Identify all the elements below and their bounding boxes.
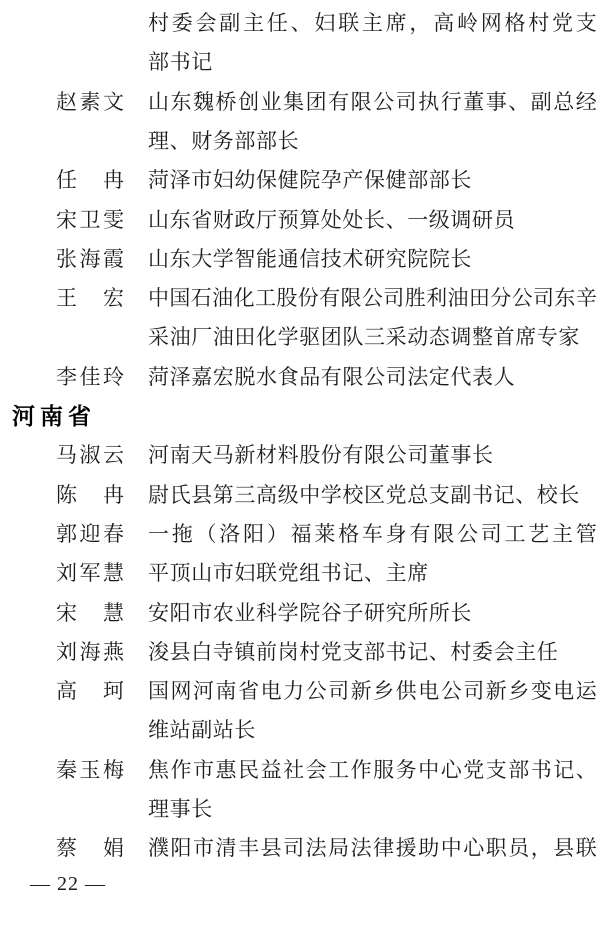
person-title-line: 中 国 石 油 化 工 股 份 有 限 公 司 胜 利 油 田 分 公 司 东 辛 xyxy=(148,286,597,311)
person-title-line: 濮 阳 市 清 丰 县 司 法 局 法 律 援 助 中 心 职 员 ， 县 联 xyxy=(148,836,597,861)
person-title-line: 山 东 魏 桥 创 业 集 团 有 限 公 司 执 行 董 事 、 副 总 经 xyxy=(148,89,597,114)
person-name: 刘 军 慧 xyxy=(56,561,124,586)
person-name: 任 冉 xyxy=(56,168,124,193)
person-title-line: 村 委 会 副 主 任 、 妇 联 主 席 ， 高 岭 网 格 村 党 支 xyxy=(148,11,597,35)
page-number: — 22 — xyxy=(30,873,106,895)
person-name: 刘 海 燕 xyxy=(56,639,124,664)
person-title-line: 山东大学智能通信技术研究院院长 xyxy=(148,246,472,271)
person-title-line: 河南天马新材料股份有限公司董事长 xyxy=(148,443,494,468)
person-title-line: 安阳市农业科学院谷子研究所所长 xyxy=(148,600,472,625)
province-heading: 河南省 xyxy=(12,403,96,429)
person-name: 宋 卫 雯 xyxy=(56,207,124,232)
person-name: 高 珂 xyxy=(56,679,124,704)
person-name: 陈 冉 xyxy=(56,482,124,507)
person-title-line: 山东省财政厅预算处处长、一级调研员 xyxy=(148,207,516,232)
person-title-line: 菏泽嘉宏脱水食品有限公司法定代表人 xyxy=(148,364,516,389)
person-name: 李 佳 玲 xyxy=(56,364,124,389)
person-title-line: 理、财务部部长 xyxy=(148,128,300,153)
person-name: 马 淑 云 xyxy=(56,443,124,468)
person-title-line: 理事长 xyxy=(148,797,213,821)
person-title-line: 部书记 xyxy=(148,50,213,75)
person-name: 王 宏 xyxy=(56,286,124,311)
person-title-line: 菏泽市妇幼保健院孕产保健部部长 xyxy=(148,168,472,193)
person-title-line: 采油厂油田化学驱团队三采动态调整首席专家 xyxy=(148,325,580,350)
person-name: 张 海 霞 xyxy=(56,246,124,271)
person-name: 宋 慧 xyxy=(56,600,124,625)
person-name: 赵 素 文 xyxy=(56,89,124,114)
person-name: 郭 迎 春 xyxy=(56,521,124,546)
person-title-line: 浚县白寺镇前岗村党支部书记、村委会主任 xyxy=(148,639,559,664)
person-name: 秦 玉 梅 xyxy=(56,757,124,782)
person-title-line: 维站副站长 xyxy=(148,718,256,743)
person-title-line: 一 拖 （ 洛 阳 ） 福 莱 格 车 身 有 限 公 司 工 艺 主 管 xyxy=(148,521,597,546)
person-title-line: 焦 作 市 惠 民 益 社 会 工 作 服 务 中 心 党 支 部 书 记 、 xyxy=(148,757,597,782)
person-title-line: 平顶山市妇联党组书记、主席 xyxy=(148,561,429,586)
person-name: 蔡 娟 xyxy=(56,836,124,861)
person-title-line: 国 网 河 南 省 电 力 公 司 新 乡 供 电 公 司 新 乡 变 电 运 xyxy=(148,679,597,704)
person-title-line: 尉氏县第三高级中学校区党总支副书记、校长 xyxy=(148,482,580,507)
